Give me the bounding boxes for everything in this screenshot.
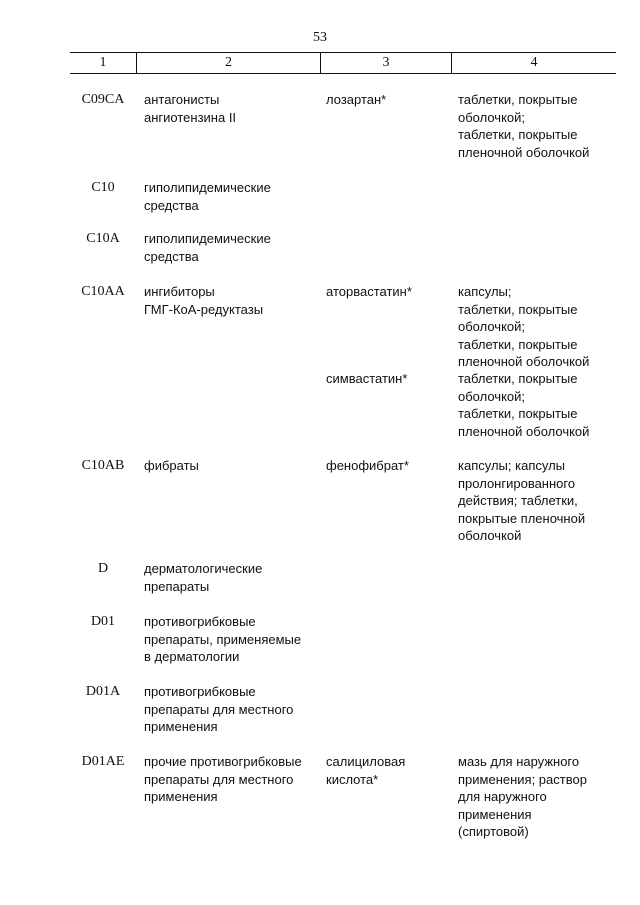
atc-code: D [97, 561, 109, 576]
group-name [144, 91, 319, 126]
text-line: препараты, применяемые [144, 631, 302, 647]
group-name [144, 179, 319, 214]
text-line: противогрибковые [144, 614, 256, 629]
drug-entry [326, 91, 590, 160]
text-line: препараты для местного [144, 701, 294, 717]
text-line: гиполипидемические [144, 180, 271, 195]
text-line: ингибиторы [144, 284, 215, 299]
drug-name [326, 91, 386, 109]
atc-code: C10AB [81, 458, 125, 473]
dosage-form [458, 753, 608, 841]
drug-name [326, 283, 412, 301]
atc-code: C10AA [81, 284, 125, 299]
dosage-form [458, 283, 608, 371]
group-name [144, 613, 319, 666]
text-line: салициловая [326, 754, 406, 769]
text-line: гиполипидемические [144, 231, 271, 246]
text-line: пленочной оболочкой [458, 144, 590, 160]
text-line: действия; таблетки, [458, 493, 578, 508]
page-number: 53 [313, 30, 327, 45]
text-line: антагонисты [144, 92, 220, 107]
atc-code: D01A [85, 684, 121, 699]
header-col-1: 1 [99, 55, 107, 70]
dosage-form [458, 370, 608, 440]
text-line: аторвастатин* [326, 284, 412, 299]
drug-entry [326, 753, 587, 839]
text-line: оболочкой; [458, 319, 526, 334]
header-col-2: 2 [225, 55, 232, 70]
text-line: таблетки, покрытые [458, 371, 578, 386]
text-line: средства [144, 197, 199, 213]
atc-code: C10A [86, 231, 120, 246]
text-line: в дерматологии [144, 649, 240, 664]
group-name [144, 457, 319, 475]
group-name [144, 683, 319, 736]
text-line: таблетки, покрытые [458, 127, 578, 142]
text-line: прочие противогрибковые [144, 754, 302, 769]
text-line: капсулы; [458, 284, 512, 299]
drug-entry [326, 283, 590, 369]
text-line: применения [458, 806, 532, 822]
text-line: пролонгированного [458, 475, 576, 491]
text-line: применения [144, 789, 218, 804]
atc-code: C10 [91, 180, 115, 195]
text-line: кислота* [326, 771, 379, 787]
atc-code: C09CA [81, 92, 125, 107]
text-line: таблетки, покрытые [458, 301, 578, 317]
header-col-3: 3 [382, 55, 390, 70]
text-line: (спиртовой) [458, 824, 529, 839]
text-line: для наружного [458, 789, 547, 804]
atc-code: D01AE [81, 754, 125, 769]
dosage-form [458, 457, 608, 545]
text-line: фенофибрат* [326, 458, 409, 473]
text-line: применения; раствор [458, 771, 587, 787]
dosage-form [458, 91, 608, 161]
text-line: симвастатин* [326, 371, 408, 386]
drug-name [326, 753, 405, 788]
text-line: таблетки, покрытые [458, 92, 578, 107]
text-line: оболочкой [458, 528, 522, 543]
text-line: препараты [144, 578, 210, 594]
text-line: пленочной оболочкой [458, 423, 590, 439]
drug-entry [326, 370, 590, 439]
text-line: таблетки, покрытые [458, 406, 578, 421]
group-name [144, 230, 319, 265]
text-line: таблетки, покрытые [458, 336, 578, 352]
text-line: капсулы; капсулы [458, 458, 565, 473]
group-name [144, 283, 319, 318]
text-line: фибраты [144, 458, 199, 473]
text-line: средства [144, 248, 199, 264]
group-name [144, 753, 319, 806]
text-line: мазь для наружного [458, 754, 580, 769]
drug-entry [326, 457, 586, 543]
group-name [144, 560, 319, 595]
text-line: пленочной оболочкой [458, 354, 590, 369]
text-line: противогрибковые [144, 684, 256, 699]
header-col-4: 4 [530, 55, 538, 70]
drug-name [326, 457, 409, 475]
text-line: применения [144, 719, 218, 734]
text-line: дерматологические [144, 561, 263, 576]
text-line: покрытые пленочной [458, 510, 586, 526]
atc-code: D01 [90, 614, 116, 629]
text-line: ангиотензина II [144, 109, 237, 125]
text-line: лозартан* [326, 92, 387, 107]
text-line: препараты для местного [144, 771, 294, 787]
drug-name [326, 370, 407, 388]
text-line: оболочкой; [458, 388, 526, 404]
text-line: ГМГ-КоА-редуктазы [144, 301, 264, 317]
text-line: оболочкой; [458, 109, 526, 125]
table-header [70, 52, 616, 74]
